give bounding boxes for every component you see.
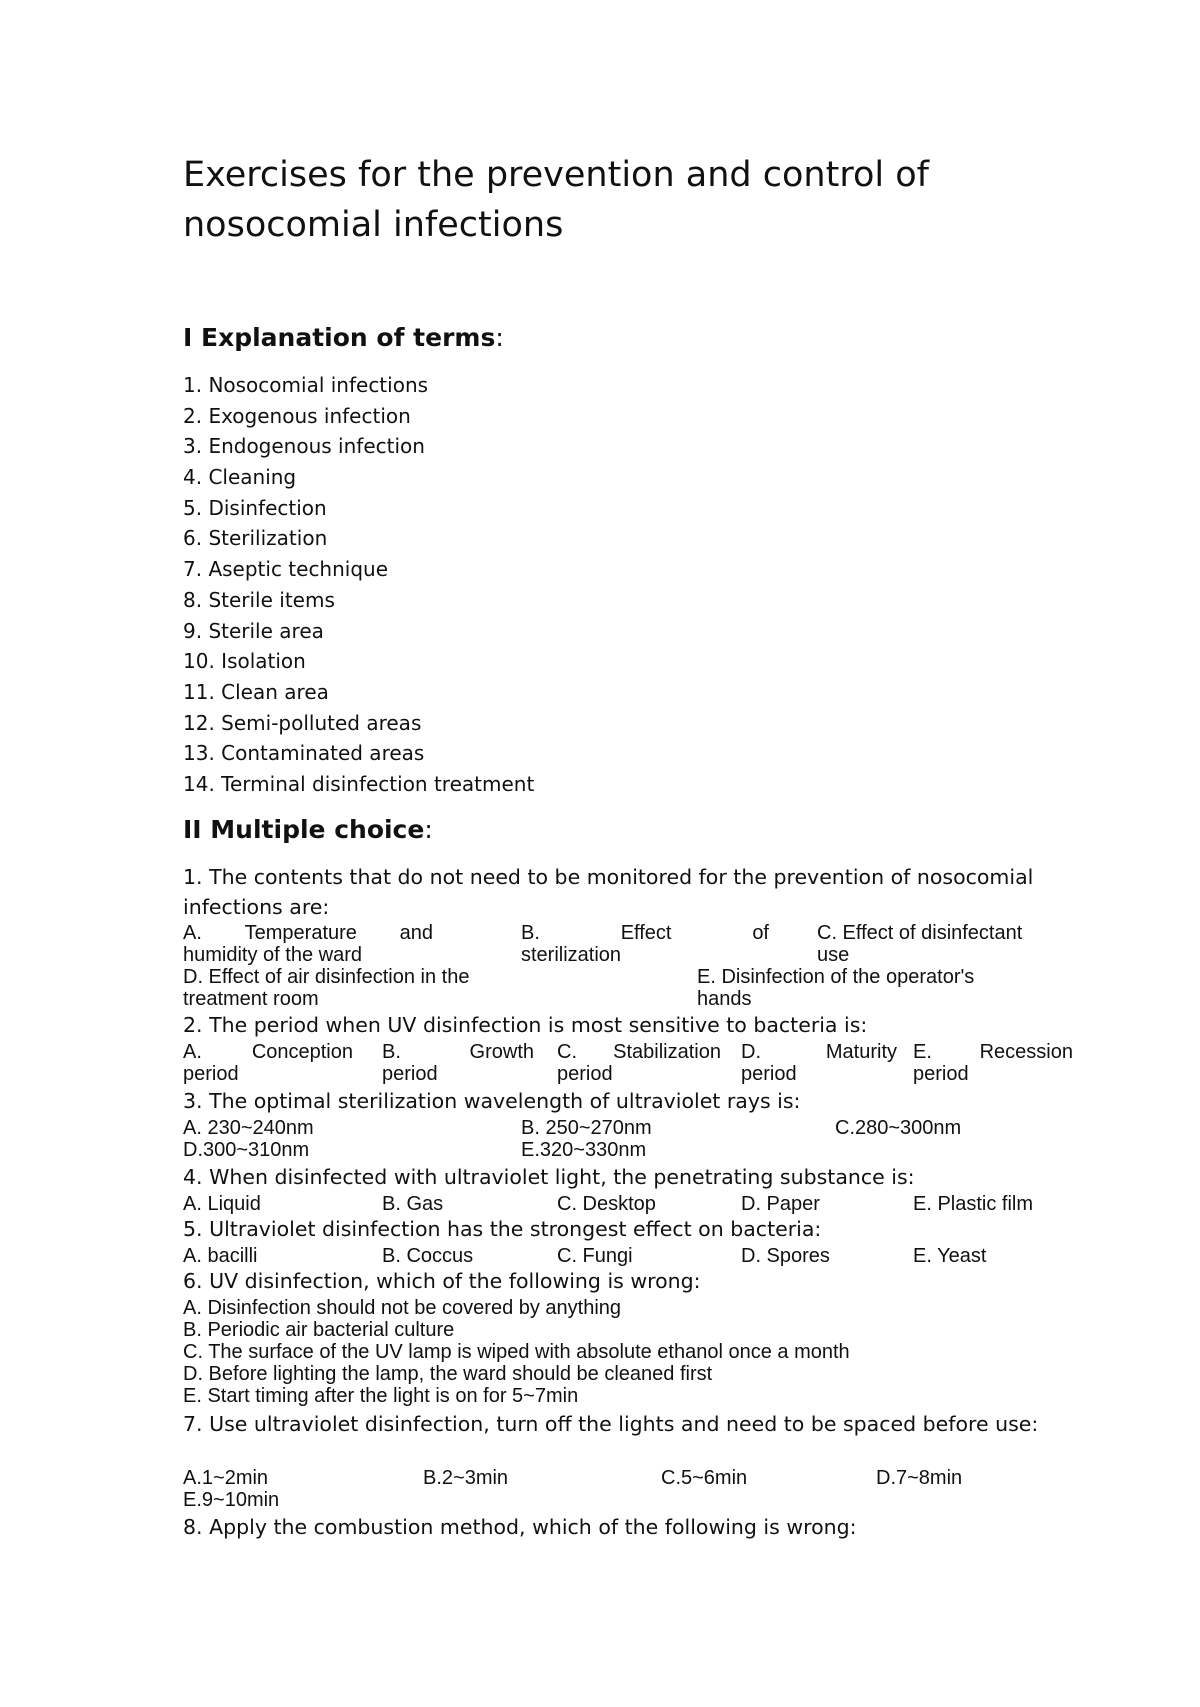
term-item: 6. Sterilization [183,526,328,551]
option-e: E. Disinfection of the operator's [697,966,975,988]
option-c-cont: period [557,1063,613,1085]
question-5-options-row [183,1245,1073,1267]
option-e: E.9~10min [183,1489,280,1511]
option-e: E. Start timing after the light is on for 5~7min [183,1385,579,1407]
option-a: A.1~2min [183,1467,269,1489]
option-e-letter: E. [913,1041,932,1063]
question-1-stem: 1. The contents that do not need to be monitored for the prevention of nosocomial infections are: [183,865,1034,919]
question-4-stem: 4. When disinfected with ultraviolet light, the penetrating substance is: [183,1165,915,1189]
term-item: 14. Terminal disinfection treatment [183,771,535,796]
option-e-cont: hands [697,988,752,1010]
option-c-cont: use [817,944,850,966]
option-c: C. Desktop [557,1193,656,1215]
question-3-options [183,1117,1073,1161]
question-5-options [183,1245,1073,1267]
question-7-options-row-1 [183,1467,1073,1489]
option-a [183,922,433,944]
term-item: 11. Clean area [183,679,329,704]
terms-list [183,370,534,800]
option-a-letter: A. [183,1041,202,1063]
option-e: E. Plastic film [913,1193,1034,1215]
option-b-cont: sterilization [521,944,622,966]
section-heading-terms-colon: : [495,323,504,352]
term-item: 13. Contaminated areas [183,741,425,766]
section-heading-terms-text: I Explanation of terms [183,323,496,352]
term-item: 2. Exogenous infection [183,403,411,428]
question-5-stem: 5. Ultraviolet disinfection has the strongest effect on bacteria: [183,1217,822,1241]
term-item: 4. Cleaning [183,465,297,490]
document-title: Exercises for the prevention and control of nosocomial infections [183,155,929,245]
option-a-cont: period [183,1063,239,1085]
section-heading-terms [183,323,504,352]
question-3-options-row-1 [183,1117,1073,1139]
section-heading-mc-colon: : [424,815,433,844]
option-d: D. Paper [741,1193,820,1215]
option-e [913,1041,1073,1063]
question-7-stem: 7. Use ultraviolet disinfection, turn off the lights and need to be spaced before use: [183,1412,1039,1436]
option-e-word: Recession [979,1041,1073,1063]
option-c-word: Stabilization [613,1041,721,1063]
option-d: D.300~310nm [183,1139,310,1161]
option-d-cont: period [741,1063,797,1085]
question-1-options-row-1 [183,922,1073,944]
option-d: D. Before lighting the lamp, the ward should be cleaned first [183,1363,713,1385]
option-b-cont: period [382,1063,438,1085]
term-item: 12. Semi-polluted areas [183,710,422,735]
option-c-letter: C. [557,1041,577,1063]
question-1-options-row-4 [183,988,1073,1010]
term-item: 3. Endogenous infection [183,434,425,459]
option-a: A. 230~240nm [183,1117,314,1139]
option-e-cont: period [913,1063,969,1085]
option-d-cont: treatment room [183,988,319,1010]
question-7-options [183,1467,1073,1511]
option-a-cont: humidity of the ward [183,944,362,966]
option-b: B. 250~270nm [521,1117,652,1139]
option-a: A. bacilli [183,1245,258,1267]
option-b-letter: B. [521,922,540,944]
option-b-word: Growth [469,1041,534,1063]
option-b-word: Effect [620,922,672,944]
question-2-options [183,1041,1073,1085]
term-item: 1. Nosocomial infections [183,373,429,397]
option-d: D. Spores [741,1245,830,1267]
section-heading-multiple-choice [183,815,433,844]
option-b [382,1041,534,1063]
option-b-word: of [752,922,769,944]
option-b: B. Coccus [382,1245,474,1267]
option-a-word: and [399,922,433,944]
option-b-letter: B. [382,1041,401,1063]
option-a-word: Temperature [244,922,357,944]
option-d: D.7~8min [876,1467,963,1489]
option-c: C. Effect of disinfectant [817,922,1023,944]
term-item: 7. Aseptic technique [183,557,389,582]
option-a-word: Conception [251,1041,353,1063]
question-3-stem: 3. The optimal sterilization wavelength of ultraviolet rays is: [183,1089,801,1113]
term-item: 10. Isolation [183,649,306,674]
question-1-options-row-2 [183,944,1073,966]
option-a [183,1041,353,1063]
question-4-options-row [183,1193,1073,1215]
question-2-options-row-1 [183,1041,1073,1063]
option-c: C.5~6min [661,1467,748,1489]
question-1-options-row-3 [183,966,1073,988]
section-heading-mc-text: II Multiple choice [183,815,425,844]
option-c [557,1041,721,1063]
question-6-options [183,1297,1073,1407]
option-e: E. Yeast [913,1245,987,1267]
option-b: B. Gas [382,1193,444,1215]
option-e: E.320~330nm [521,1139,647,1161]
question-7-options-row-2 [183,1489,1073,1511]
term-item: 5. Disinfection [183,495,327,520]
question-3-options-row-2 [183,1139,1073,1161]
option-d: D. Effect of air disinfection in the [183,966,470,988]
question-2-options-row-2 [183,1063,1073,1085]
question-2-stem: 2. The period when UV disinfection is most sensitive to bacteria is: [183,1013,868,1037]
option-d-word: Maturity [825,1041,897,1063]
option-b: B. Periodic air bacterial culture [183,1319,455,1341]
option-b [521,922,769,944]
question-4-options [183,1193,1073,1215]
option-c: C. Fungi [557,1245,633,1267]
term-item: 8. Sterile items [183,587,335,612]
option-c: C. The surface of the UV lamp is wiped with absolute ethanol once a month [183,1341,850,1363]
option-a: A. Liquid [183,1193,261,1215]
option-d [741,1041,897,1063]
question-1-options [183,922,1073,1010]
option-b: B.2~3min [423,1467,509,1489]
option-c: C.280~300nm [835,1117,962,1139]
term-item: 9. Sterile area [183,618,324,643]
option-d-letter: D. [741,1041,761,1063]
option-a: A. Disinfection should not be covered by anything [183,1297,622,1319]
option-a-letter: A. [183,922,202,944]
question-6-stem: 6. UV disinfection, which of the following is wrong: [183,1269,701,1293]
question-8-stem: 8. Apply the combustion method, which of the following is wrong: [183,1515,857,1539]
